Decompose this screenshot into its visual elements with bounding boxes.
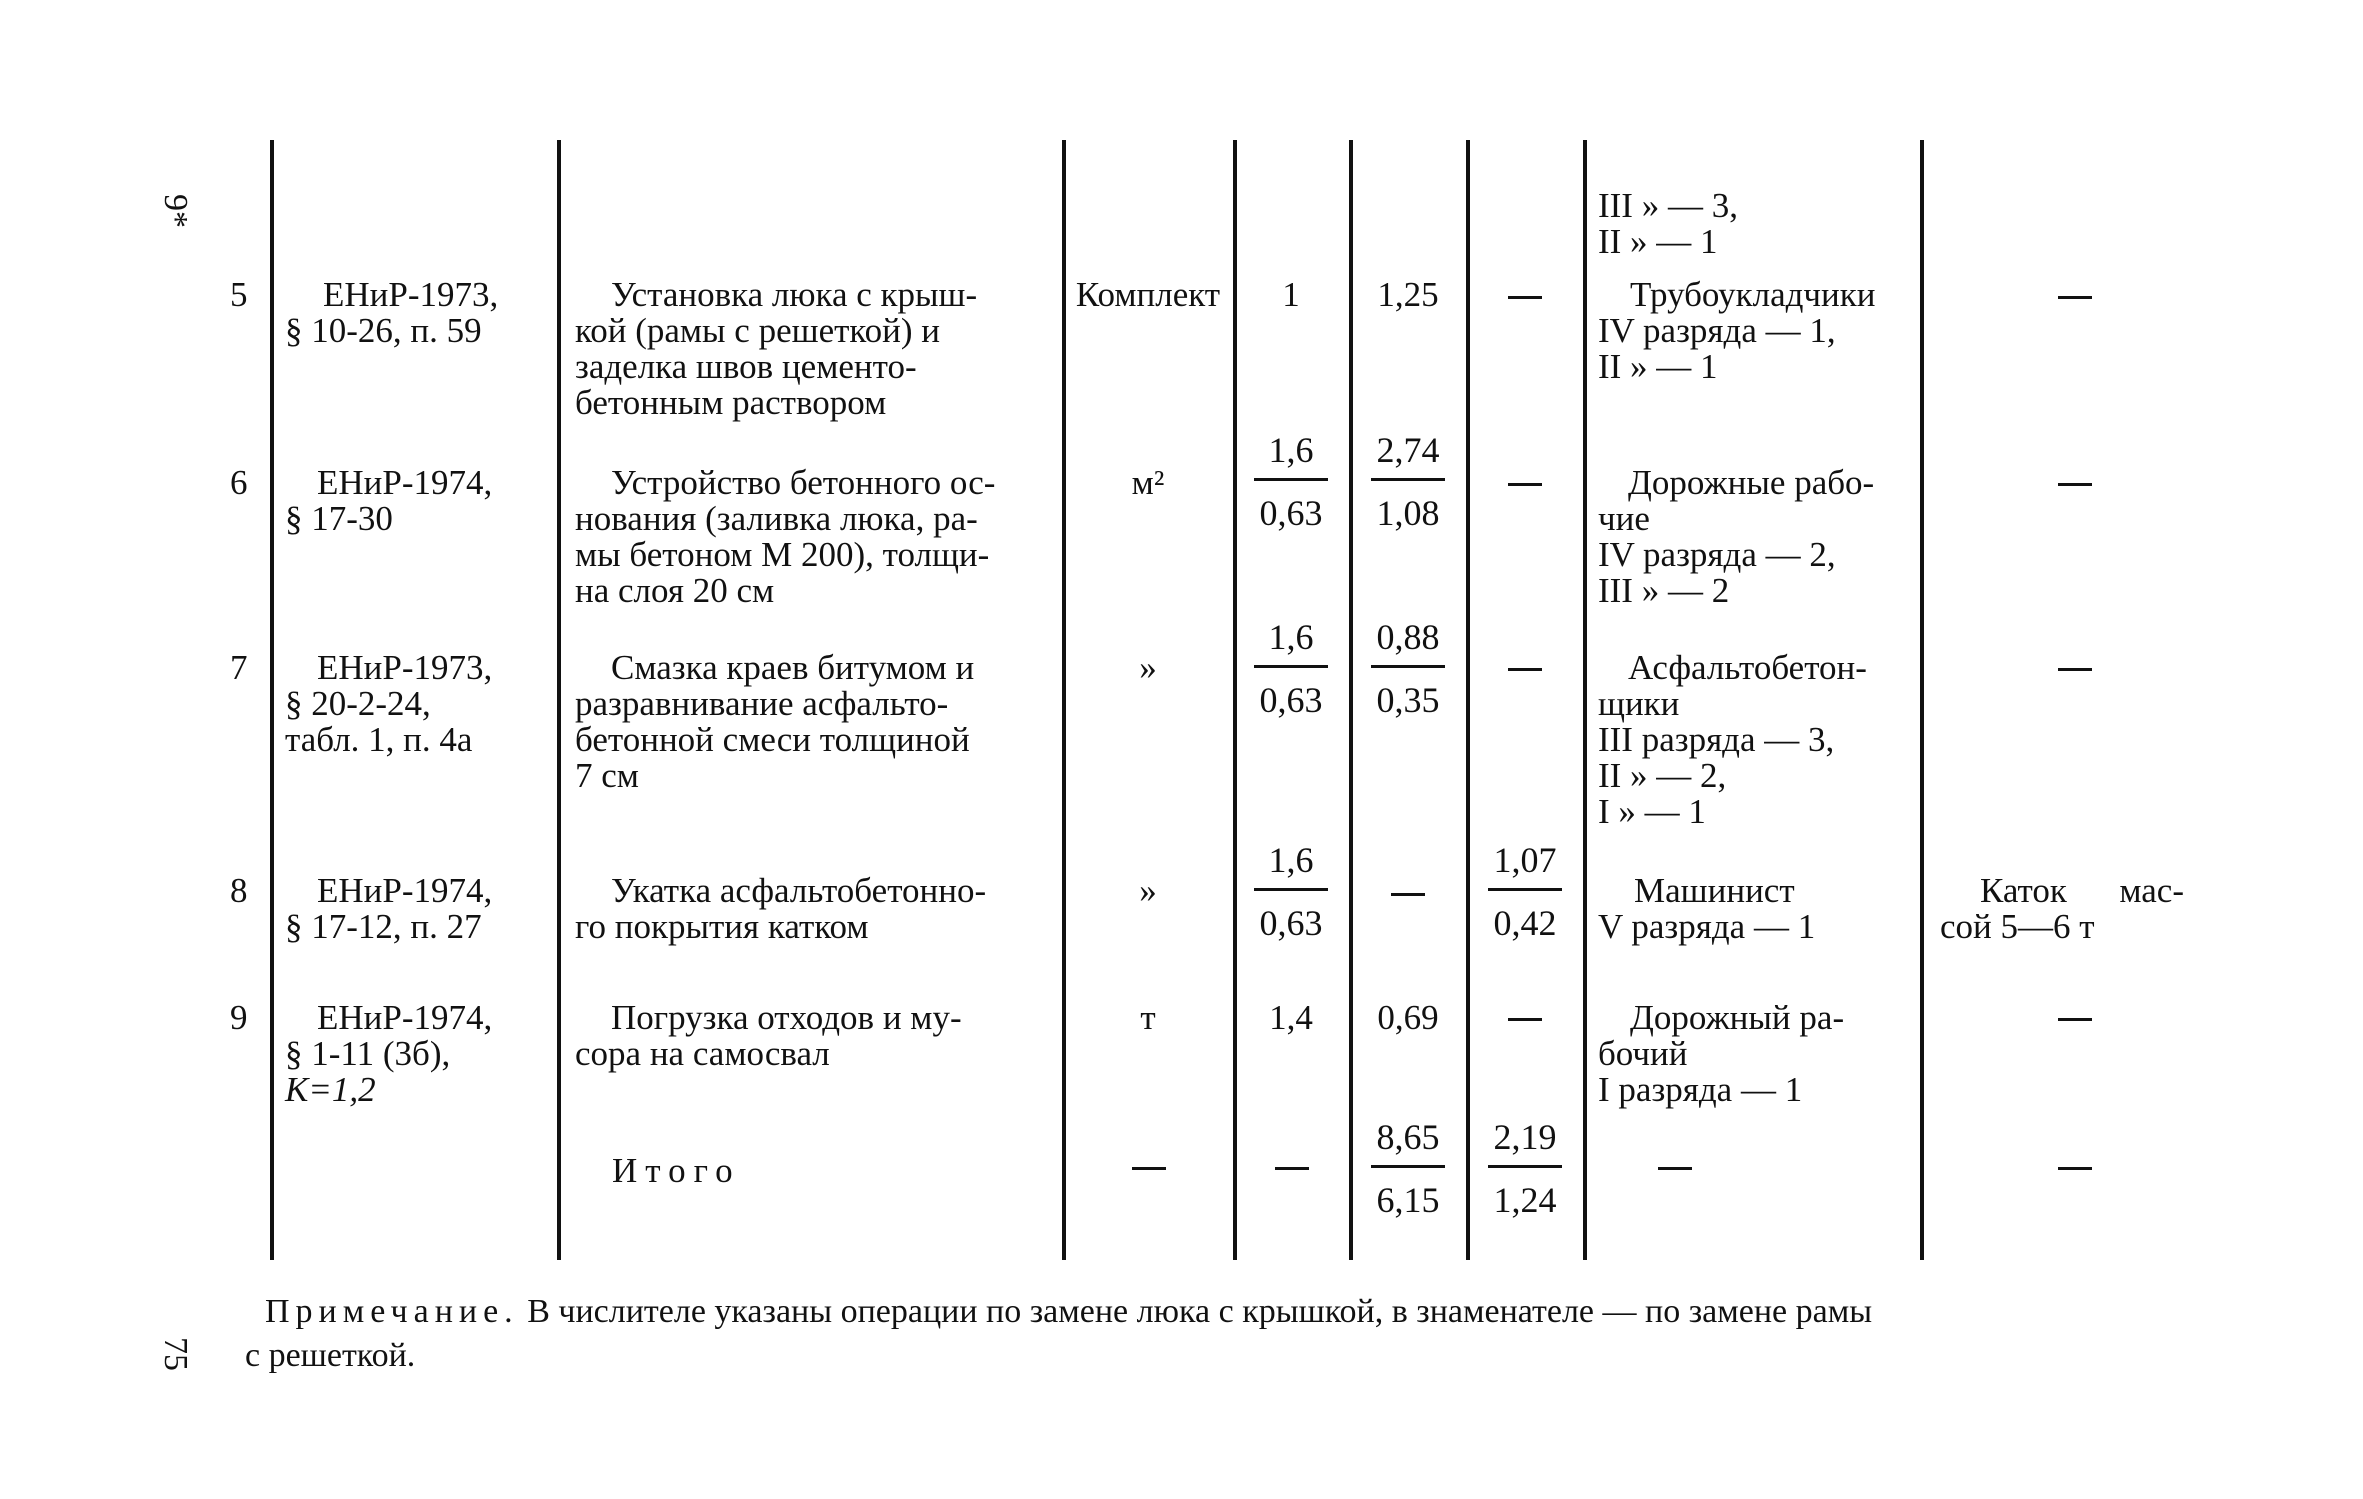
time-manual-fraction — [1368, 617, 1448, 720]
operation-cell: Установка люка с крыш- кой (рамы с решеткой) и заделка швов цементо- бетонным раствором — [575, 275, 978, 422]
fraction-denominator: 1,24 — [1493, 1180, 1557, 1220]
fraction-numerator: 2,19 — [1493, 1117, 1557, 1157]
labor-cell: III » — 3, II » — 1 — [1598, 186, 1738, 261]
operation-cell: Погрузка отходов и му- сора на самосвал — [575, 998, 962, 1073]
empty-dash — [1508, 1018, 1542, 1021]
empty-dash — [2058, 483, 2092, 486]
volume-fraction — [1251, 617, 1331, 720]
footnote — [245, 1290, 2245, 1378]
empty-dash — [2058, 668, 2092, 671]
labor-cell: Трубоукладчики IV разряда — 1, II » — 1 — [1598, 275, 1876, 386]
source-cell: ЕНиР-1974, § 1-11 (3б), К=1,2 — [285, 998, 493, 1109]
total-time-manual-fraction — [1368, 1117, 1448, 1220]
fraction-denominator: 6,15 — [1376, 1180, 1440, 1220]
operation-cell: Смазка краев битумом и разравнивание асфальто- бетонной смеси толщиной 7 см — [575, 648, 975, 795]
fraction-numerator: 1,6 — [1268, 840, 1314, 880]
row-number: 8 — [230, 871, 248, 910]
total-label: Итого — [612, 1151, 741, 1190]
fraction-numerator: 1,6 — [1268, 430, 1314, 470]
volume-cell: 1,4 — [1269, 998, 1313, 1037]
time-manual-fraction — [1368, 430, 1448, 533]
row-number: 7 — [230, 648, 248, 687]
unit-cell: м² — [1131, 463, 1165, 502]
row-number: 6 — [230, 463, 248, 502]
fraction-denominator: 0,63 — [1259, 903, 1323, 943]
fraction-numerator: 1,07 — [1493, 840, 1557, 880]
empty-dash — [1391, 893, 1425, 896]
unit-cell: т — [1140, 998, 1156, 1037]
fraction-numerator: 1,6 — [1268, 617, 1314, 657]
time-machine-fraction — [1485, 840, 1565, 943]
column-rule — [1466, 140, 1470, 1260]
machine-cell: Каток мас- сой 5—6 т — [1940, 871, 2184, 946]
fraction-bar — [1254, 478, 1328, 481]
empty-dash — [2058, 1167, 2092, 1170]
fraction-numerator: 0,88 — [1376, 617, 1440, 657]
fraction-bar — [1488, 1165, 1562, 1168]
time-manual-cell: 0,69 — [1377, 998, 1439, 1037]
fraction-bar — [1371, 478, 1445, 481]
empty-dash — [1508, 296, 1542, 299]
empty-dash — [1508, 668, 1542, 671]
fraction-bar — [1371, 1165, 1445, 1168]
operation-cell: Укатка асфальтобетонно- го покрытия катком — [575, 871, 987, 946]
fraction-bar — [1488, 888, 1562, 891]
empty-dash — [2058, 1018, 2092, 1021]
column-rule — [1583, 140, 1587, 1260]
fraction-bar — [1371, 665, 1445, 668]
source-cell: ЕНиР-1973, § 20-2-24, табл. 1, п. 4а — [285, 648, 493, 759]
volume-fraction — [1251, 430, 1331, 533]
footnote-label: Примечание. — [265, 1293, 519, 1330]
column-rule — [1920, 140, 1924, 1260]
empty-dash — [1658, 1167, 1692, 1170]
labor-cell: Машинист V разряда — 1 — [1598, 871, 1816, 946]
empty-dash — [1275, 1167, 1309, 1170]
fraction-bar — [1254, 888, 1328, 891]
empty-dash — [1132, 1167, 1166, 1170]
labor-cell: Дорожные рабо- чие IV разряда — 2, III » — 2 — [1598, 463, 1875, 610]
fraction-denominator: 0,63 — [1259, 680, 1323, 720]
column-rule — [557, 140, 561, 1260]
empty-dash — [2058, 296, 2092, 299]
fraction-numerator: 2,74 — [1376, 430, 1440, 470]
footnote-text: В числителе указаны операции по замене люка с крышкой, в знаменателе — по замене рамы — [518, 1293, 1873, 1330]
unit-cell: » — [1139, 871, 1157, 910]
volume-fraction — [1251, 840, 1331, 943]
fraction-bar — [1254, 665, 1328, 668]
empty-dash — [1508, 483, 1542, 486]
time-manual-cell: 1,25 — [1377, 275, 1439, 314]
source-cell: ЕНиР-1974, § 17-30 — [285, 463, 493, 538]
footnote-line — [245, 1290, 2245, 1334]
footnote-line: с решеткой. — [245, 1337, 416, 1374]
operation-cell: Устройство бетонного ос- нования (заливка люка, ра- мы бетоном М 200), толщи- на слоя 20 см — [575, 463, 996, 610]
source-cell: ЕНиР-1974, § 17-12, п. 27 — [285, 871, 493, 946]
fraction-denominator: 1,08 — [1376, 493, 1440, 533]
labor-cell: Асфальтобетон- щики III разряда — 3, II » — 2, I » — 1 — [1598, 648, 1867, 831]
row-number: 9 — [230, 998, 248, 1037]
page-number: 75 — [157, 1337, 194, 1371]
column-rule — [270, 140, 274, 1260]
page-mark: 9* — [157, 194, 194, 228]
unit-cell: » — [1139, 648, 1157, 687]
source-cell: ЕНиР-1973, § 10-26, п. 59 — [285, 275, 499, 350]
volume-cell: 1 — [1282, 275, 1300, 314]
fraction-numerator: 8,65 — [1376, 1117, 1440, 1157]
fraction-denominator: 0,63 — [1259, 493, 1323, 533]
row-number: 5 — [230, 275, 248, 314]
unit-cell: Комплект — [1075, 275, 1221, 314]
fraction-denominator: 0,42 — [1493, 903, 1557, 943]
labor-cell: Дорожный ра- бочий I разряда — 1 — [1598, 998, 1845, 1109]
fraction-denominator: 0,35 — [1376, 680, 1440, 720]
total-time-machine-fraction — [1485, 1117, 1565, 1220]
